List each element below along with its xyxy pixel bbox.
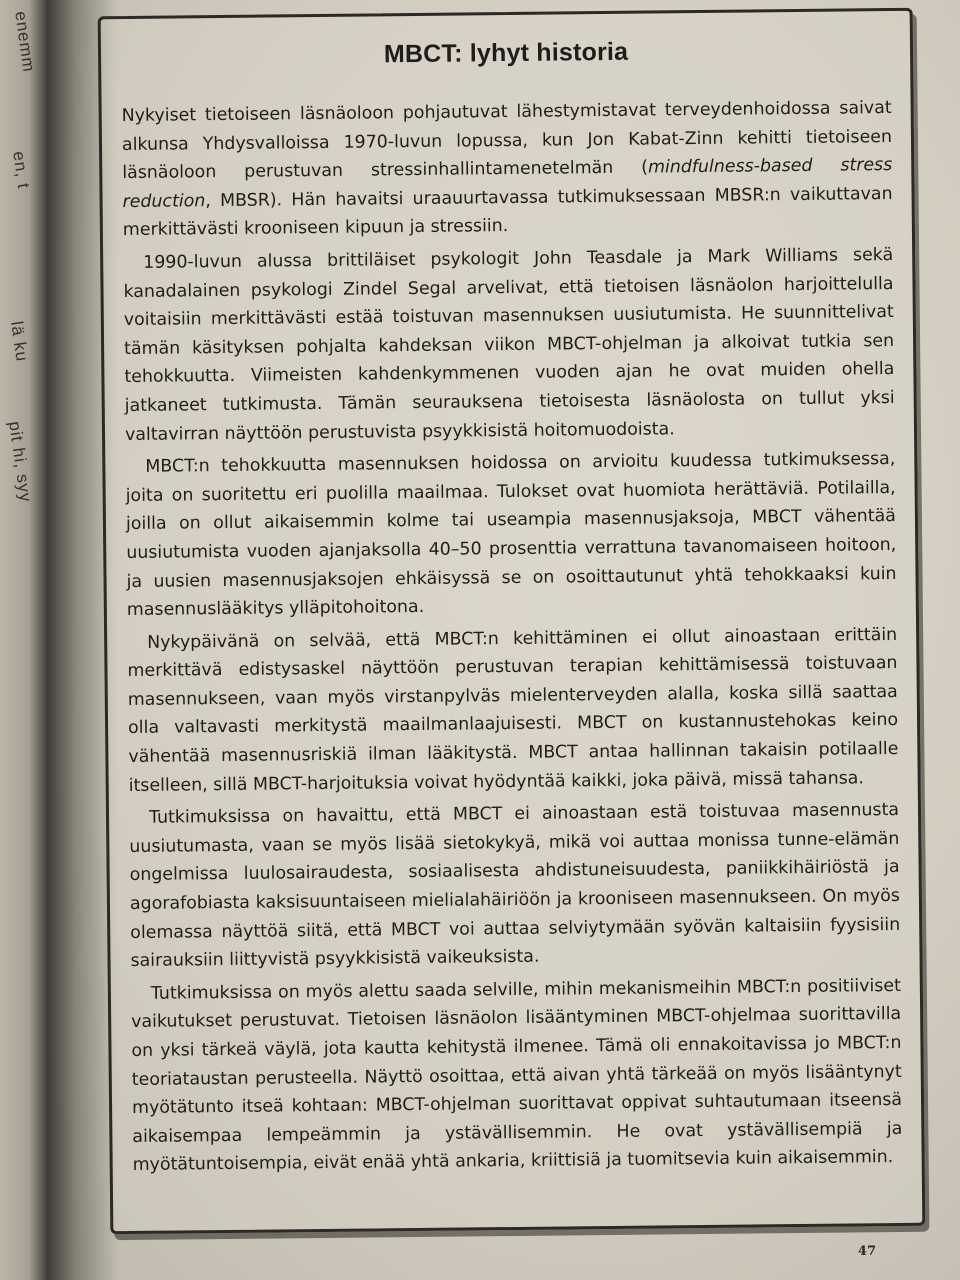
paragraph-1-text: Nykyiset tietoiseen läsnäoloon pohjautuvat lähestymistavat terveydenhoidossa saivat alkunsa Yhdysvalloissa 1970-luvun lopussa, kun Jon Kabat-Zinn kehitti tietoiseen läsnäoloon perustuvan stressinhallintamenetelmän (: [121, 97, 893, 184]
box-title: MBCT: lyhyt historia: [383, 37, 629, 69]
left-page-edge: [0, 0, 48, 1280]
left-page-fragment: enemm: [11, 10, 39, 74]
paragraph-1: [122, 94, 893, 245]
paragraph-1-emphasis: mindfulness-based stress reduction: [122, 155, 893, 212]
page-number: 47: [857, 1244, 876, 1259]
paragraph-1-text-end: , MBSR). Hän havaitsi uraauurtavassa tutkimuksessaan MBSR:n vaikuttavan merkittävästi krooniseen kipuun ja stressiin.: [122, 183, 893, 241]
paragraph-3: MBCT:n tehokkuutta masennuksen hoidossa on arvioitu kuudessa tutkimuksessa, joita on suoritettu eri puolilla maailmaa. Tulokset ovat huomiota herättäviä. Potilailla, joilla on ollut aikaisemmin kolme tai useampia masennusjaksoja, MBCT vähentää uusiutumista vuoden ajanjaksolla 40–50 prosenttia verrattuna tavanomaiseen hoitoon, ja uusien masennusjaksojen ehkäisyssä se on osoittautunut yhtä tehokkaaksi kuin masennuslääkitys ylläpitohoitona.: [125, 449, 897, 621]
sidebar-box: [98, 8, 926, 1234]
left-page-fragment: en, t: [9, 150, 34, 191]
paragraph-5: Tutkimuksissa on havaittu, että MBCT ei ainoastaan estä toistuvaa masennusta uusiutumasta, vaan se myös lisää sietokykyä, mikä voi auttaa monissa tunne-elämän ongelmissa luulosairaudesta, sosiaalisesta ahdistuneisuudesta, paniikkihäiriöstä ja agorafobiasta kaksisuuntaiseen mielialahäiriöön ja krooniseen masennukseen. On myös olemassa näyttöä siitä, että MBCT voi auttaa selviytymään syövän kaltaisiin fyysisiin sairauksiin liittyvistä psyykkisistä vaikeuksista.: [129, 800, 901, 972]
paragraph-2: 1990-luvun alussa brittiläiset psykologit John Teasdale ja Mark Williams sekä kanadalainen psykologi Zindel Segal arvelivat, että tietoisen läsnäolon harjoittelulla voitaisiin merkittävästi estää toistuvan masennuksen uusiutumista. He suunnittelivat tämän käsityksen pohjalta kahdeksan viikon MBCT-ohjelman ja alkoivat tutkia sen tehokkuutta. Viimeisten kahdenkymmenen vuoden ajan he ovat muiden ohella jatkaneet tutkimusta. Tämän seurauksena tietoisesta läsnäolosta on tullut yksi valtavirran näyttöön perustuvista psyykkisistä hoitomuodoista.: [123, 244, 895, 445]
left-page-fragment: lä ku: [7, 320, 32, 364]
sidebar-box-content: [121, 35, 903, 1184]
paragraph-6: Tutkimuksissa on myös alettu saada selville, mihin mekanismeihin MBCT:n positiiviset vaikutukset perustuvat. Tietoisen läsnäolon lisääntyminen MBCT-ohjelmaa suorittavilla on yksi tärkeä väylä, jota kautta kehitystä ilmenee. Tämä oli ennakoitavissa jo MBCT:n teoriataustan perusteella. Näyttö osoittaa, että aivan yhtä tärkeää on myös lisääntynyt myötätunto itseä kohtaan: MBCT-ohjelman suorittavat oppivat suhtautumaan itseensä aikaisempaa lempeämmin ja ystävällisemmin. He ovat ystävällisempiä ja myötätuntoisempia, eivät enää yhtä ankaria, kriittisiä ja tuomitsevia kuin aikaisemmin.: [131, 975, 903, 1176]
left-page-fragment: pit hi, syy: [5, 420, 36, 504]
paragraph-4: Nykypäivänä on selvää, että MBCT:n kehittäminen ei ollut ainoastaan erittäin merkittävä edistysaskel näyttöön perustuvan terapian kehittämisessä toistuvaan masennukseen, vaan myös virstanpylväs mielenterveyden alalla, koska sillä saattaa olla valtavasti merkitystä maailmanlaajuisesti. MBCT on kustannustehokas keino vähentää masennusriskiä ilman lääkitystä. MBCT antaa hallinnan takaisin potilaalle itselleen, sillä MBCT-harjoituksia voivat hyödyntää kaikki, joka päivä, missä tahansa.: [127, 624, 899, 796]
